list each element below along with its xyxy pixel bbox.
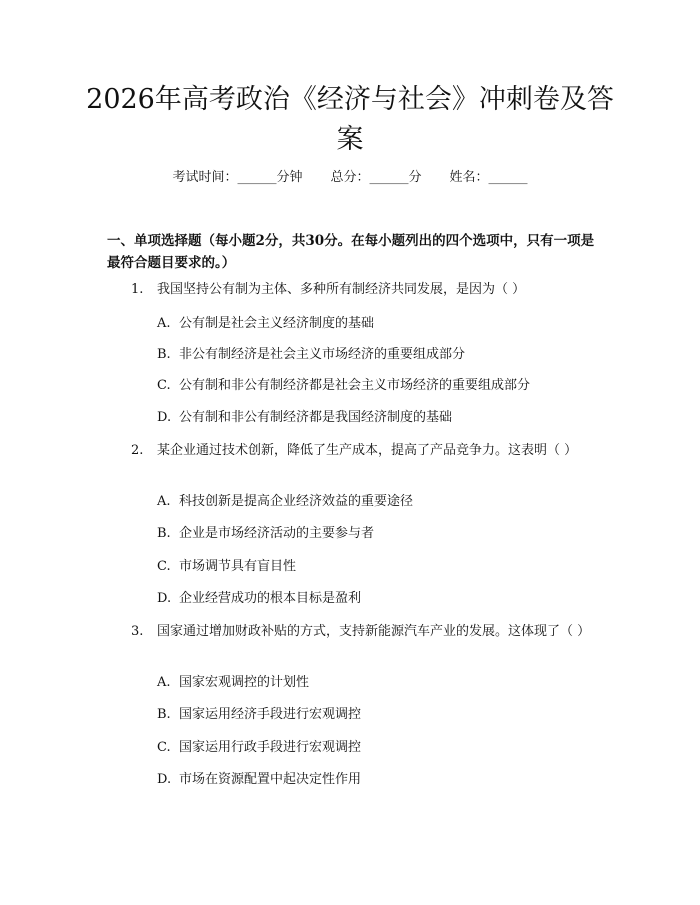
student-name: 姓名：______ bbox=[449, 170, 528, 185]
option-text: 企业是市场经济活动的主要参与者 bbox=[179, 526, 375, 541]
question-number: 1. bbox=[131, 282, 144, 297]
option-letter: D. bbox=[157, 410, 172, 425]
option-3c bbox=[157, 739, 587, 757]
question-text: 我国坚持公有制为主体、多种所有制经济共同发展，是因为（ ） bbox=[157, 282, 526, 297]
option-text: 非公有制经济是社会主义市场经济的重要组成部分 bbox=[179, 347, 466, 362]
option-2d bbox=[157, 590, 587, 608]
option-1d bbox=[157, 409, 587, 427]
question-text: 某企业通过技术创新，降低了生产成本，提高了产品竞争力。这表明（ ） bbox=[157, 443, 578, 458]
option-3b bbox=[157, 706, 587, 724]
option-letter: A. bbox=[157, 316, 171, 331]
exam-time: 考试时间：______分钟 bbox=[172, 170, 303, 185]
option-text: 国家宏观调控的计划性 bbox=[179, 675, 310, 690]
option-text: 公有制是社会主义经济制度的基础 bbox=[179, 316, 375, 331]
option-text: 市场调节具有盲目性 bbox=[179, 559, 297, 574]
option-2c bbox=[157, 558, 587, 576]
option-letter: D. bbox=[157, 772, 172, 787]
option-letter: C. bbox=[157, 559, 171, 574]
page-title: 2026年高考政治《经济与社会》冲刺卷及答案 bbox=[86, 84, 614, 155]
question-2 bbox=[107, 440, 597, 462]
option-letter: C. bbox=[157, 378, 171, 393]
question-1 bbox=[107, 279, 597, 301]
option-letter: D. bbox=[157, 591, 172, 606]
option-letter: A. bbox=[157, 494, 171, 509]
option-text: 企业经营成功的根本目标是盈利 bbox=[179, 591, 362, 606]
question-text: 国家通过增加财政补贴的方式，支持新能源汽车产业的发展。这体现了（ ） bbox=[157, 624, 591, 639]
option-text: 公有制和非公有制经济都是社会主义市场经济的重要组成部分 bbox=[179, 378, 531, 393]
total-score: 总分：______分 bbox=[330, 170, 422, 185]
option-3a bbox=[157, 674, 587, 692]
option-letter: A. bbox=[157, 675, 171, 690]
option-letter: B. bbox=[157, 707, 171, 722]
option-2b bbox=[157, 525, 587, 543]
question-number: 3. bbox=[131, 624, 144, 639]
option-letter: C. bbox=[157, 740, 171, 755]
option-1c bbox=[157, 377, 587, 395]
option-3d bbox=[157, 771, 587, 789]
question-3 bbox=[107, 621, 597, 643]
option-text: 国家运用行政手段进行宏观调控 bbox=[179, 740, 362, 755]
option-letter: B. bbox=[157, 526, 171, 541]
question-number: 2. bbox=[131, 443, 144, 458]
option-letter: B. bbox=[157, 347, 171, 362]
option-2a bbox=[157, 493, 587, 511]
option-text: 市场在资源配置中起决定性作用 bbox=[179, 772, 362, 787]
exam-info bbox=[0, 169, 700, 187]
option-1a bbox=[157, 315, 587, 333]
section-heading: 一、单项选择题（每小题2分，共30分。在每小题列出的四个选项中，只有一项是最符合题目要求的。） bbox=[107, 233, 595, 271]
option-text: 国家运用经济手段进行宏观调控 bbox=[179, 707, 362, 722]
option-1b bbox=[157, 346, 587, 364]
option-text: 公有制和非公有制经济都是我国经济制度的基础 bbox=[179, 410, 453, 425]
option-text: 科技创新是提高企业经济效益的重要途径 bbox=[179, 494, 414, 509]
